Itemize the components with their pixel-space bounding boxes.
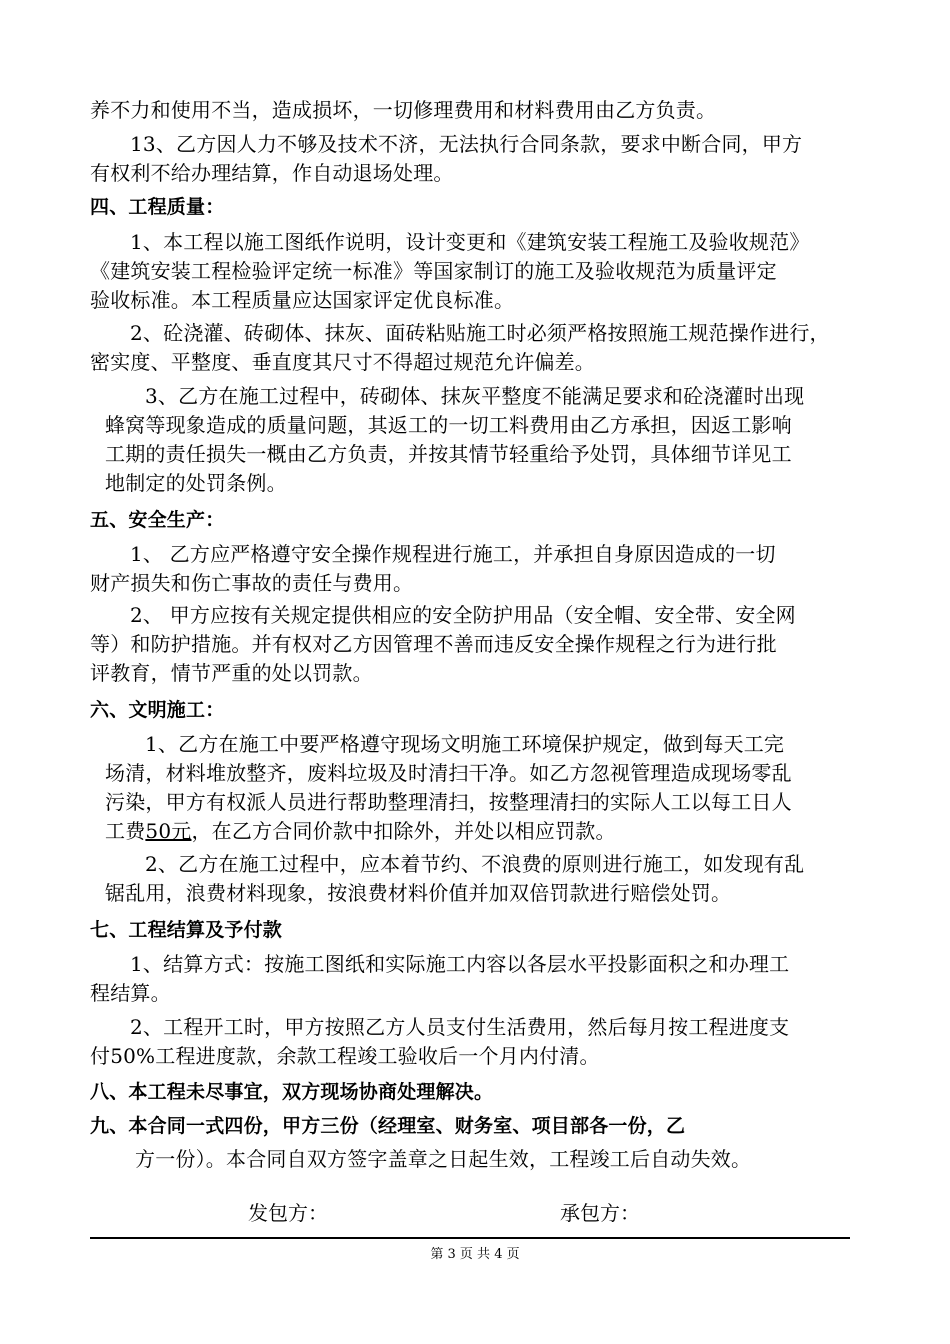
- text-line: 2、 甲方应按有关规定提供相应的安全防护用品（安全帽、安全带、安全网: [130, 603, 796, 627]
- section-heading: 四、工程质量：: [90, 196, 225, 218]
- text-line: 2、乙方在施工过程中，应本着节约、不浪费的原则进行施工，如发现有乱: [145, 852, 805, 876]
- amount-underlined: 50元: [145, 819, 192, 843]
- section-heading: 六、文明施工：: [90, 699, 225, 721]
- text-line: 污染，甲方有权派人员进行帮助整理清扫，按整理清扫的实际人工以每工日人: [105, 790, 792, 814]
- text-line: 13、乙方因人力不够及技术不济，无法执行合同条款，要求中断合同，甲方: [130, 132, 803, 156]
- footer-divider: [90, 1237, 850, 1239]
- page-number: 第 3 页 共 4 页: [430, 1247, 520, 1262]
- text-line: 锯乱用，浪费材料现象，按浪费材料价值并加双倍罚款进行赔偿处罚。: [105, 881, 732, 905]
- text-line: 1、 乙方应严格遵守安全操作规程进行施工，并承担自身原因造成的一切: [130, 542, 776, 566]
- text-line: 评教育，情节严重的处以罚款。: [90, 661, 373, 685]
- text-line: 1、本工程以施工图纸作说明，设计变更和《建筑安装工程施工及验收规范》: [130, 230, 810, 254]
- text-line: 等）和防护措施。并有权对乙方因管理不善而违反安全操作规程之行为进行批: [90, 632, 777, 656]
- text-line: 2、工程开工时，甲方按照乙方人员支付生活费用，然后每月按工程进度支: [130, 1015, 790, 1039]
- section-heading: 八、本工程未尽事宜，双方现场协商处理解决。: [90, 1081, 494, 1103]
- text-line: 蜂窝等现象造成的质量问题，其返工的一切工料费用由乙方承担，因返工影响: [105, 413, 792, 437]
- section-heading: 九、本合同一式四份，甲方三份（经理室、财务室、项目部各一份，乙: [90, 1115, 686, 1137]
- text-line: 1、乙方在施工中要严格遵守现场文明施工环境保护规定，做到每天工完: [145, 732, 785, 756]
- text-line: 方一份）。本合同自双方签字盖章之日起生效，工程竣工后自动失效。: [135, 1147, 752, 1171]
- signature-party-a: 发包方：: [248, 1201, 328, 1225]
- signature-party-b: 承包方：: [560, 1201, 640, 1225]
- text-line: 财产损失和伤亡事故的责任与费用。: [90, 571, 414, 595]
- text-line: 程结算。: [90, 981, 171, 1005]
- text-line: 地制定的处罚条例。: [105, 471, 287, 495]
- text-segment: 工费: [105, 819, 146, 843]
- text-line: 《建筑安装工程检验评定统一标准》等国家制订的施工及验收规范为质量评定: [90, 259, 777, 283]
- text-line: 有权利不给办理结算，作自动退场处理。: [90, 161, 454, 185]
- text-line: [105, 816, 616, 846]
- text-line: 3、乙方在施工过程中，砖砌体、抹灰平整度不能满足要求和砼浇灌时出现: [145, 384, 805, 408]
- text-segment: ，在乙方合同价款中扣除外，并处以相应罚款。: [191, 819, 616, 843]
- text-line: 验收标准。本工程质量应达国家评定优良标准。: [90, 288, 515, 312]
- section-heading: 五、安全生产：: [90, 509, 225, 531]
- text-line: 密实度、平整度、垂直度其尺寸不得超过规范允许偏差。: [90, 350, 595, 374]
- section-heading: 七、工程结算及予付款: [90, 919, 283, 941]
- text-line: 场清，材料堆放整齐，废料垃圾及时清扫干净。如乙方忽视管理造成现场零乱: [105, 761, 792, 785]
- text-line: 1、结算方式：按施工图纸和实际施工内容以各层水平投影面积之和办理工: [130, 952, 790, 976]
- text-line: 付50%工程进度款，余款工程竣工验收后一个月内付清。: [90, 1044, 600, 1068]
- text-line: 2、砼浇灌、砖砌体、抹灰、面砖粘贴施工时必须严格按照施工规范操作进行，: [130, 321, 830, 345]
- text-line: 养不力和使用不当，造成损坏，一切修理费用和材料费用由乙方负责。: [90, 98, 717, 122]
- text-line: 工期的责任损失一概由乙方负责，并按其情节轻重给予处罚，具体细节详见工: [105, 442, 792, 466]
